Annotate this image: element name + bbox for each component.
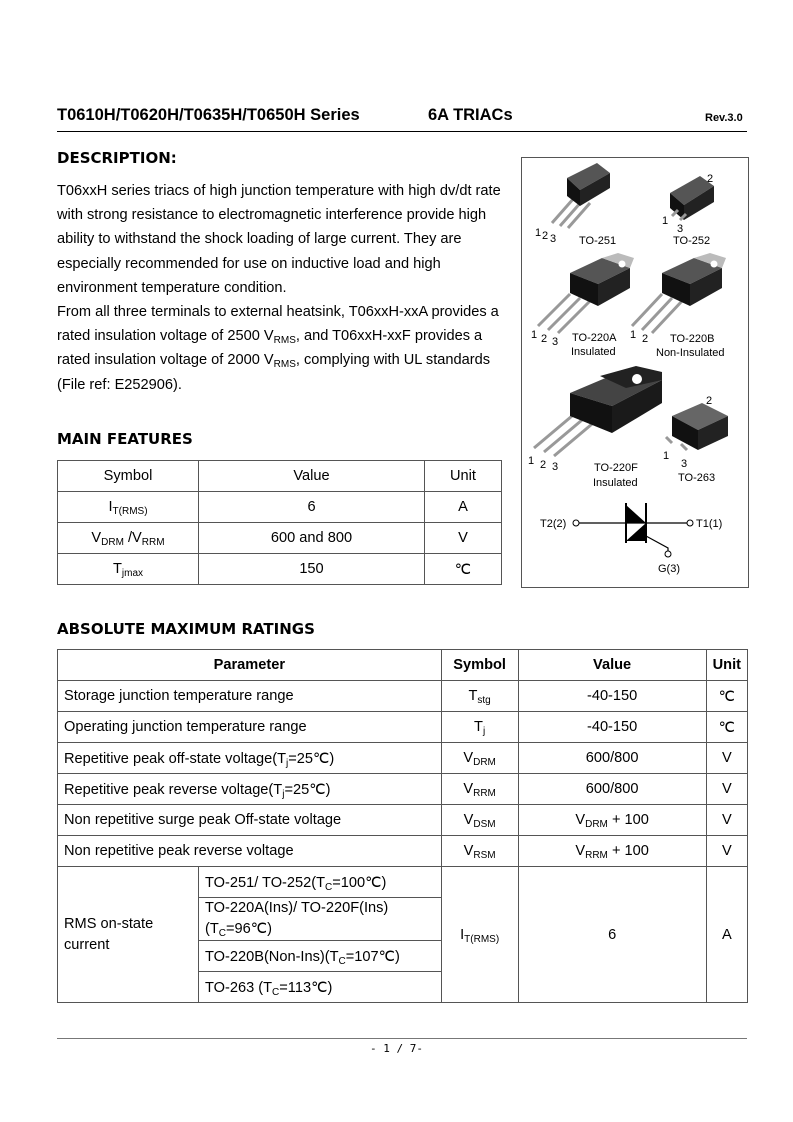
condition-cell: TO-220A(Ins)/ TO-220F(Ins) $(T_C=96℃)$ xyxy=(199,898,442,941)
value-cell: 600/800 xyxy=(518,743,706,774)
parameter-cell: RMS on-state current xyxy=(58,867,199,1003)
package-diagram-box xyxy=(521,157,749,588)
pin-2-label: 2 xyxy=(541,333,548,345)
to-220a-note: Insulated xyxy=(571,346,616,358)
absolute-maximum-ratings-table xyxy=(57,649,748,1003)
unit-cell: ℃ xyxy=(706,681,747,712)
page-number: - 1 / 7- xyxy=(370,1042,423,1055)
value-cell: -40-150 xyxy=(518,681,706,712)
pin-1-label: 1 xyxy=(662,215,669,227)
unit-cell: ℃ xyxy=(706,712,747,743)
symbol-cell: $V_{DRM}$ xyxy=(441,743,518,774)
table-row xyxy=(58,523,502,554)
header-cell: Unit xyxy=(425,461,502,492)
condition-cell: $TO-220B(Non-Ins)(T_C=107℃)$ xyxy=(199,941,442,972)
symbol-cell: $T_{stg}$ xyxy=(441,681,518,712)
t2-terminal-label: T2(2) xyxy=(540,518,567,530)
unit-cell: V xyxy=(425,523,502,554)
parameter-cell: Non repetitive surge peak Off-state voltage xyxy=(58,805,442,836)
description-paragraph-2: From all three terminals to external heatsink, T06xxH-xxA provides a rated insulation voltage of 2500 $V_{RMS}$, and T06xxH-xxF provides a rated insulation voltage of 2000 $V_{RMS}$, complying with UL standards (File ref: E252906). xyxy=(57,304,499,393)
to-220b-label: TO-220B xyxy=(670,333,715,345)
table-row xyxy=(58,492,502,523)
footer-divider xyxy=(57,1038,747,1039)
value-cell: 150 xyxy=(199,554,425,585)
parameter-cell: Storage junction temperature range xyxy=(58,681,442,712)
value-cell: 600 and 800 xyxy=(199,523,425,554)
pin-1-label: 1 xyxy=(630,329,637,341)
value-cell: 6 xyxy=(518,867,706,1003)
document-title: T0610H/T0620H/T0635H/T0650H Series xyxy=(57,106,360,124)
pin-1-label: 1 xyxy=(528,455,535,467)
to-220f-package-icon xyxy=(534,366,662,456)
revision-label: Rev.3.0 xyxy=(705,112,743,124)
to-220f-label: TO-220F xyxy=(594,462,638,474)
pin-2-label: 2 xyxy=(642,333,649,345)
pin-2-label: 2 xyxy=(542,230,549,242)
table-header-row xyxy=(58,461,502,492)
to-251-label: TO-251 xyxy=(579,235,617,247)
table-row xyxy=(58,867,748,898)
header-cell: Value xyxy=(199,461,425,492)
pin-3-label: 3 xyxy=(552,461,559,473)
symbol-cell: $T_j$ xyxy=(441,712,518,743)
pin-2-label: 2 xyxy=(707,173,714,185)
pin-3-label: 3 xyxy=(550,233,557,245)
main-features-heading: MAIN FEATURES xyxy=(57,430,193,448)
symbol-cell: $V_{RSM}$ xyxy=(441,836,518,867)
gate-terminal-label: G(3) xyxy=(658,563,680,575)
parameter-cell: Repetitive peak reverse $voltage(T_j=25℃)$ xyxy=(58,774,442,805)
table-row xyxy=(58,681,748,712)
package-diagram xyxy=(522,158,748,587)
value-cell: 6 xyxy=(199,492,425,523)
amr-heading: ABSOLUTE MAXIMUM RATINGS xyxy=(57,620,315,638)
unit-cell: A xyxy=(425,492,502,523)
condition-cell: TO-251/ $TO-252(T_C=100℃)$ xyxy=(199,867,442,898)
to-252-label: TO-252 xyxy=(673,235,711,247)
unit-cell: V xyxy=(706,743,747,774)
pin-3-label: 3 xyxy=(681,458,688,470)
table-row xyxy=(58,743,748,774)
to-251-package-icon xyxy=(552,163,610,228)
pin-2-label: 2 xyxy=(706,395,713,407)
value-cell: 600/800 xyxy=(518,774,706,805)
header-divider xyxy=(57,131,747,132)
symbol-cell: $T_{jmax}$ xyxy=(58,554,199,585)
to-263-label: TO-263 xyxy=(678,472,716,484)
table-row xyxy=(58,554,502,585)
description-paragraph-1: T06xxH series triacs of high junction temperature with high dv/dt rate with strong resistance to electromagnetic interference provide high ability to withstand the shock loading of large current. They are especially recommended for use on inductive load and high environment temperature condition. xyxy=(57,183,501,296)
symbol-cell: $V_{RRM}$ xyxy=(441,774,518,805)
unit-cell: V xyxy=(706,836,747,867)
to-220a-package-icon xyxy=(538,253,634,333)
symbol-cell: $I_{T(RMS)}$ xyxy=(441,867,518,1003)
main-features-table xyxy=(57,460,502,585)
value-cell: -40-150 xyxy=(518,712,706,743)
to-220f-note: Insulated xyxy=(593,477,638,489)
t1-terminal-label: T1(1) xyxy=(696,518,723,530)
parameter-cell: Non repetitive peak reverse voltage xyxy=(58,836,442,867)
to-220b-note: Non-Insulated xyxy=(656,347,725,359)
document-subtitle: 6A TRIACs xyxy=(428,106,513,124)
symbol-cell: $I_{T(RMS)}$ xyxy=(58,492,199,523)
symbol-cell: $V_{DRM}$ $/V_{RRM}$ xyxy=(58,523,199,554)
condition-cell: TO-263 $(T_C=113℃)$ xyxy=(199,972,442,1003)
pin-1-label: 1 xyxy=(531,329,538,341)
unit-cell: ℃ xyxy=(425,554,502,585)
pin-3-label: 3 xyxy=(552,336,559,348)
value-cell: $V_{RRM} + 100$ xyxy=(518,836,706,867)
unit-cell: A xyxy=(706,867,747,1003)
parameter-cell: Repetitive peak off-state $voltage(T_j=25℃)$ xyxy=(58,743,442,774)
table-row xyxy=(58,774,748,805)
table-row xyxy=(58,712,748,743)
symbol-cell: $V_{DSM}$ xyxy=(441,805,518,836)
description-text xyxy=(57,179,517,397)
pin-1-label: 1 xyxy=(663,450,670,462)
pin-1-label: 1 xyxy=(535,227,542,239)
description-heading: DESCRIPTION: xyxy=(57,149,177,167)
to-220b-package-icon xyxy=(632,253,726,333)
pin-3-label: 3 xyxy=(677,223,684,235)
value-cell: $V_{DRM} + 100$ xyxy=(518,805,706,836)
parameter-cell: Operating junction temperature range xyxy=(58,712,442,743)
header-cell: Symbol xyxy=(58,461,199,492)
table-row xyxy=(58,836,748,867)
table-header-row xyxy=(58,650,748,681)
unit-cell: V xyxy=(706,774,747,805)
to-220a-label: TO-220A xyxy=(572,332,617,344)
header-cell: Value xyxy=(518,650,706,681)
header-cell: Symbol xyxy=(441,650,518,681)
header-cell: Unit xyxy=(706,650,747,681)
unit-cell: V xyxy=(706,805,747,836)
triac-symbol-icon xyxy=(573,503,693,557)
header-cell: Parameter xyxy=(58,650,442,681)
pin-2-label: 2 xyxy=(540,459,547,471)
to-263-package-icon xyxy=(666,403,728,450)
table-row xyxy=(58,805,748,836)
